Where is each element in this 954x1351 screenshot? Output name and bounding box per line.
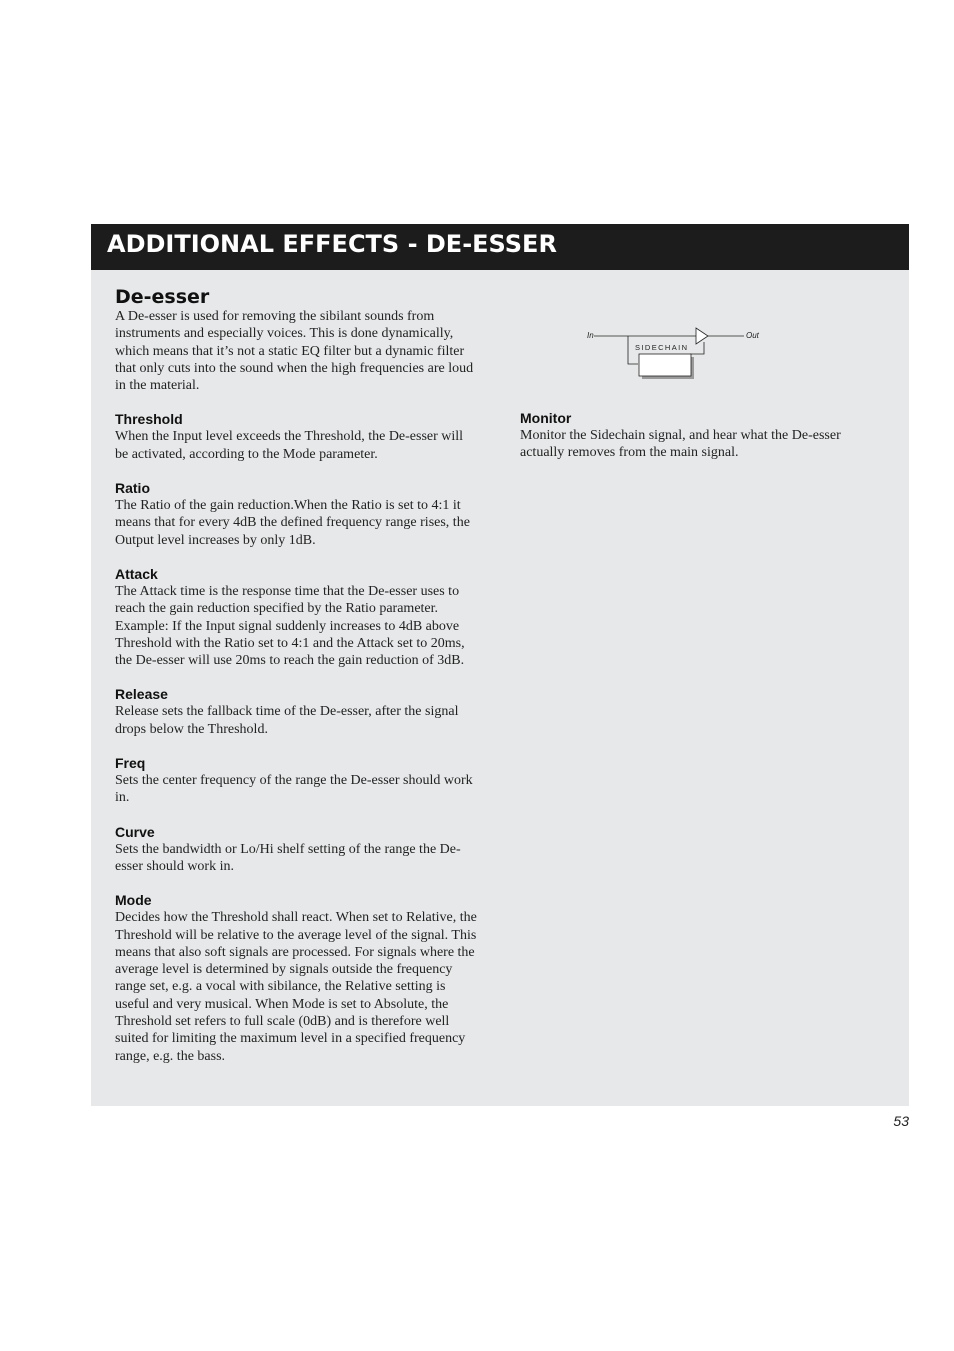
param-text: The Ratio of the gain reduction.When the Ratio is set to 4:1 it means that for every 4dB the defined frequency range rises, the Output level increases by only 1dB. — [115, 498, 470, 548]
page-number: 53 — [893, 1113, 909, 1129]
param-mode — [115, 892, 479, 1065]
param-title: Monitor — [520, 410, 572, 426]
section-title: De-esser — [115, 286, 210, 308]
param-attack — [115, 566, 479, 669]
param-text: Release sets the fallback time of the De-esser, after the signal drops below the Threshold. — [115, 704, 459, 737]
left-column — [115, 286, 479, 1065]
param-freq — [115, 755, 479, 807]
intro-block — [115, 286, 479, 394]
intro-text: A De-esser is used for removing the sibilant sounds from instruments and especially voices. This is done dynamically, which means that it’s not a static EQ filter but a dynamic filter that only cuts into the sound when the high frequencies are loud in the material. — [115, 309, 474, 394]
header-bar — [91, 224, 909, 270]
param-title: Threshold — [115, 411, 183, 428]
param-curve — [115, 824, 479, 876]
param-title: Attack — [115, 565, 158, 582]
param-monitor — [520, 410, 870, 462]
sidechain-label: SIDECHAIN — [635, 343, 689, 352]
param-title: Freq — [115, 755, 146, 772]
param-text: Decides how the Threshold shall react. When set to Relative, the Threshold will be relative to the average level of the signal. This means that also soft signals are processed. For signals where the average level is determined by signals outside the frequency range set, e.g. a vocal with sibilance, the Relative setting is useful and very musical. When Mode is set to Absolute, the Threshold set refers to full scale (0dB) and is therefore well suited for limiting the maximum level in a specified frequency range, e.g. the bass. — [115, 910, 477, 1064]
vca-triangle-icon — [696, 328, 708, 344]
in-label: In — [587, 331, 594, 340]
sidechain-box — [639, 354, 691, 376]
param-text: Monitor the Sidechain signal, and hear what the De-esser actually removes from the main signal. — [520, 428, 841, 461]
param-text: When the Input level exceeds the Threshold, the De-esser will be activated, according to the Mode parameter. — [115, 429, 464, 462]
param-text: The Attack time is the response time that the De-esser uses to reach the gain reduction specified by the Ratio parameter. Example: If the Input signal suddenly increases to 4dB above Threshold with the Ratio set to 4:1 and the Attack set to 20ms, the De-esser will use 20ms to reach the gain reduction of 3dB. — [115, 583, 465, 669]
right-column — [520, 410, 870, 462]
page-title: ADDITIONAL EFFECTS - DE-ESSER — [107, 230, 557, 258]
diagram-svg — [584, 326, 768, 382]
out-label: Out — [746, 331, 759, 340]
sidechain-diagram — [584, 326, 768, 382]
param-text: Sets the center frequency of the range the De-esser should work in. — [115, 773, 473, 806]
param-title: Curve — [115, 823, 155, 840]
param-ratio — [115, 480, 479, 549]
param-title: Ratio — [115, 480, 150, 497]
param-title: Release — [115, 686, 168, 703]
param-threshold — [115, 411, 479, 463]
param-release — [115, 686, 479, 738]
content-panel — [91, 270, 909, 1106]
param-text: Sets the bandwidth or Lo/Hi shelf setting of the range the De-esser should work in. — [115, 841, 461, 874]
param-title: Mode — [115, 892, 152, 909]
